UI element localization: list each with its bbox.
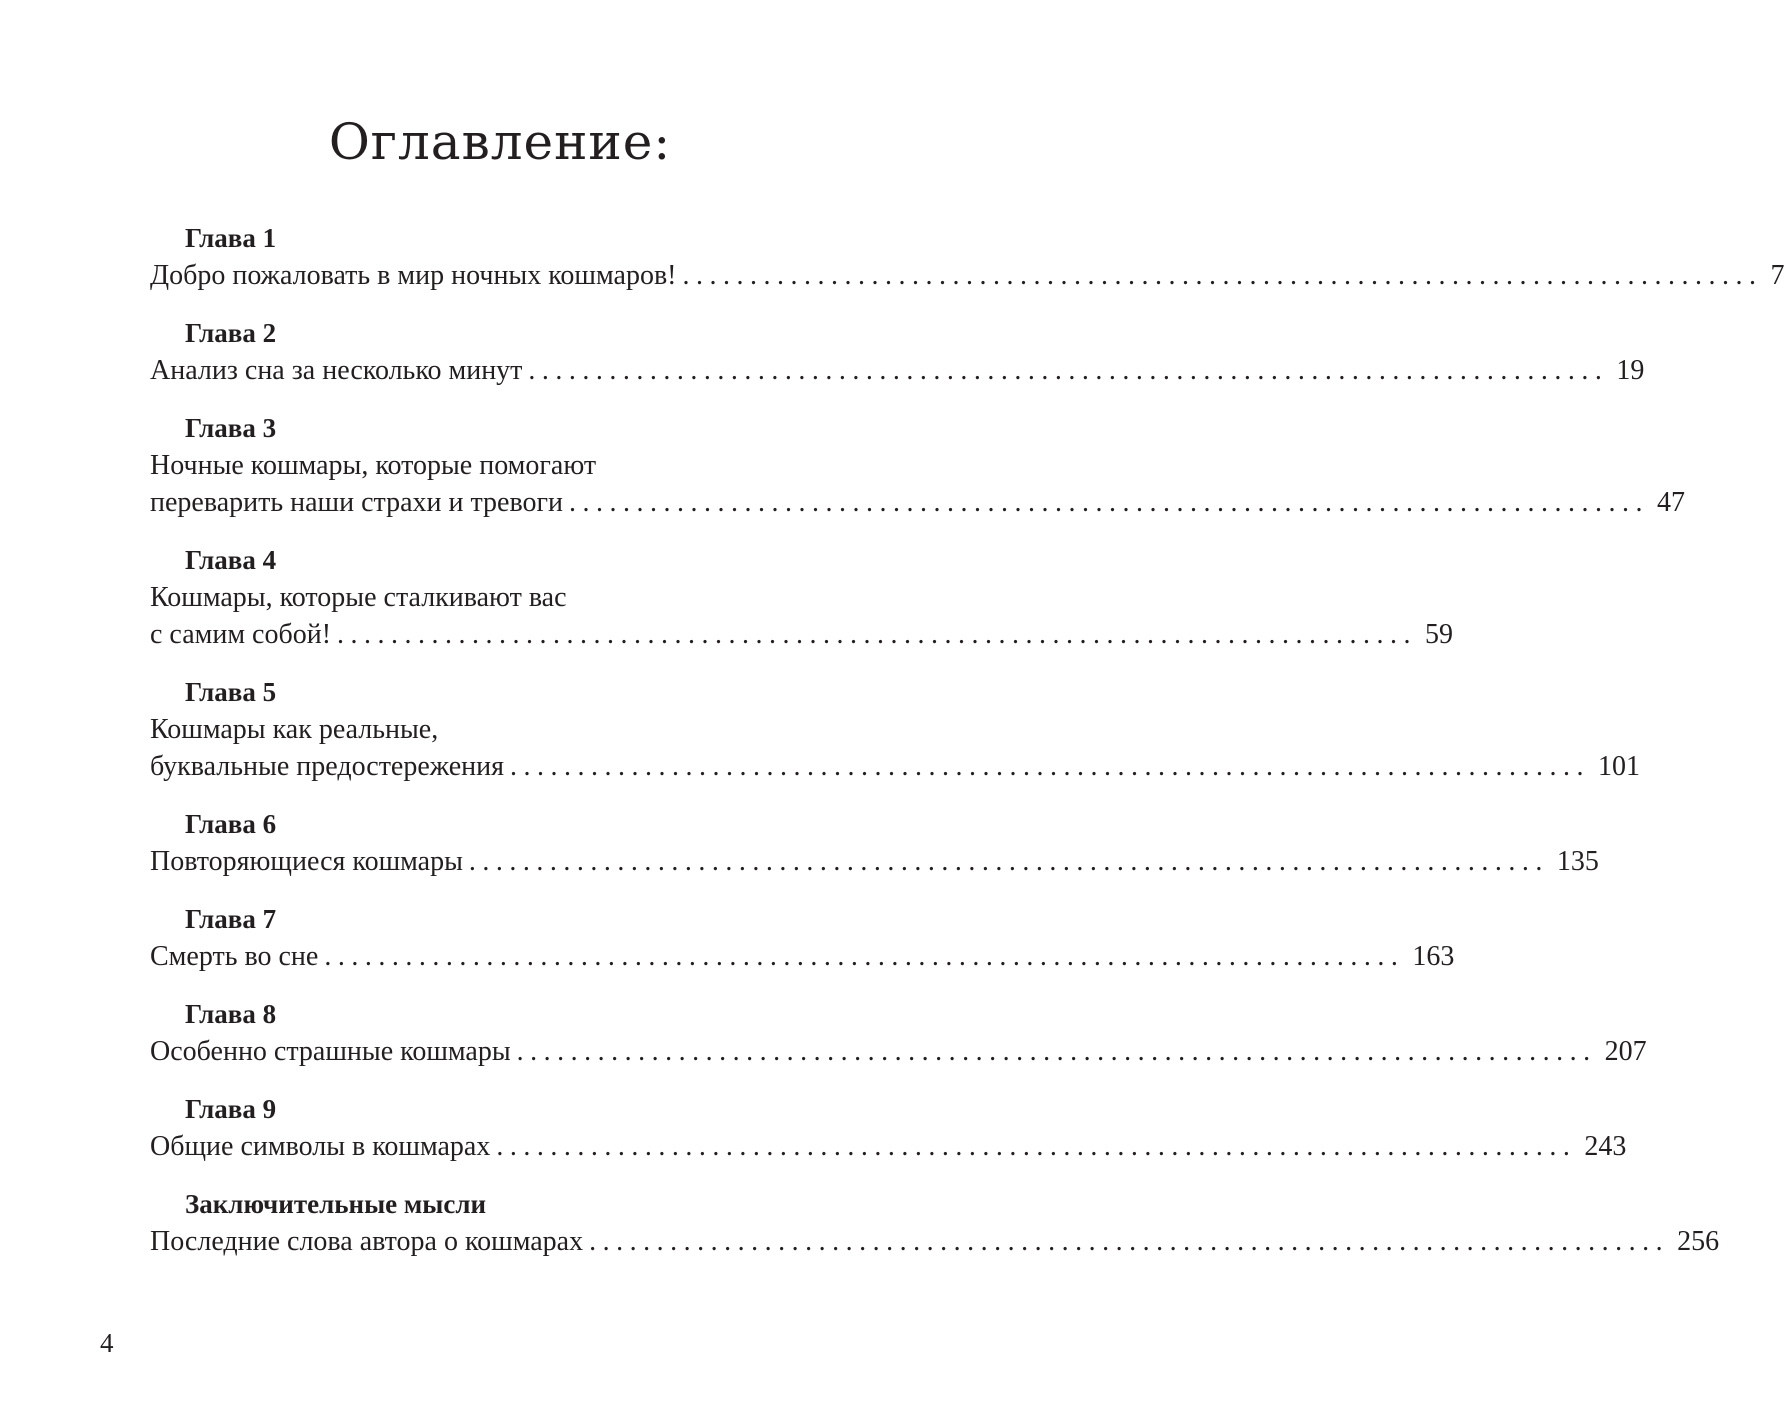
page-title: Оглавление: bbox=[328, 113, 672, 171]
chapter-heading: Глава 8 bbox=[185, 999, 277, 1029]
chapter-title-line: Общие символы в кошмарах bbox=[150, 1131, 491, 1162]
chapter-title-line: Кошмары, которые сталкивают вас bbox=[150, 582, 567, 613]
chapter-heading: Глава 5 bbox=[185, 677, 277, 707]
dot-leader: ................................................................................ bbox=[682, 260, 1763, 291]
toc-page-number: 135 bbox=[1556, 846, 1599, 877]
toc-entry bbox=[150, 315, 1645, 389]
toc-page-number: 163 bbox=[1412, 941, 1455, 972]
toc-entry bbox=[150, 674, 1641, 785]
toc-page-number: 47 bbox=[1656, 487, 1685, 518]
toc-line bbox=[150, 484, 1685, 521]
dot-leader: ................................................................................ bbox=[516, 1036, 1597, 1067]
chapter-title-line: Особенно страшные кошмары bbox=[150, 1036, 511, 1067]
toc-entry bbox=[150, 901, 1455, 975]
toc-line bbox=[150, 616, 1454, 653]
chapter-heading: Заключительные мысли bbox=[185, 1189, 487, 1219]
toc-entry bbox=[150, 542, 1454, 653]
chapter-title-line: Последние слова автора о кошмарах bbox=[150, 1226, 584, 1257]
dot-leader: ................................................................................ bbox=[468, 846, 1549, 877]
toc-page-number: 207 bbox=[1604, 1036, 1647, 1067]
chapter-title-line: Ночные кошмары, которые помогают bbox=[150, 450, 597, 481]
chapter-title-line: Добро пожаловать в мир ночных кошмаров! bbox=[150, 260, 677, 291]
toc-page-number: 243 bbox=[1584, 1131, 1627, 1162]
toc-page-number: 59 bbox=[1425, 619, 1454, 650]
chapter-title-line: буквальные предостережения bbox=[150, 751, 505, 782]
toc-line bbox=[150, 1033, 1647, 1070]
toc-page-number: 7 bbox=[1770, 260, 1785, 291]
toc-page-number: 256 bbox=[1677, 1226, 1720, 1257]
dot-leader: ................................................................................ bbox=[510, 751, 1591, 782]
toc-entry bbox=[150, 996, 1647, 1070]
chapter-heading: Глава 6 bbox=[185, 809, 277, 839]
chapter-heading: Глава 4 bbox=[185, 545, 277, 575]
dot-leader: ................................................................................ bbox=[528, 355, 1609, 386]
page-number: 4 bbox=[100, 1328, 114, 1358]
toc-line bbox=[150, 257, 1785, 294]
chapter-title-line: Смерть во сне bbox=[150, 941, 319, 972]
toc-line bbox=[150, 1223, 1720, 1260]
dot-leader: ................................................................................ bbox=[496, 1131, 1577, 1162]
chapter-heading: Глава 7 bbox=[185, 904, 277, 934]
dot-leader: ................................................................................ bbox=[324, 941, 1405, 972]
dot-leader: ................................................................................ bbox=[568, 487, 1649, 518]
dot-leader: ................................................................................ bbox=[337, 619, 1418, 650]
chapter-title-line: переварить наши страхи и тревоги bbox=[150, 487, 563, 518]
toc-entry bbox=[150, 410, 1685, 521]
table-of-contents bbox=[150, 220, 1785, 1281]
dot-leader: ................................................................................ bbox=[589, 1226, 1670, 1257]
chapter-heading: Глава 9 bbox=[185, 1094, 277, 1124]
chapter-title-line: Кошмары как реальные, bbox=[150, 714, 439, 745]
toc-entry bbox=[150, 806, 1599, 880]
toc-line bbox=[150, 352, 1645, 389]
chapter-title-line: Повторяющиеся кошмары bbox=[150, 846, 463, 877]
toc-entry bbox=[150, 1091, 1627, 1165]
toc-page-number: 19 bbox=[1616, 355, 1645, 386]
toc-line bbox=[150, 748, 1641, 785]
chapter-title-line: Анализ сна за несколько минут bbox=[150, 355, 523, 386]
toc-line bbox=[150, 1128, 1627, 1165]
chapter-heading: Глава 2 bbox=[185, 318, 277, 348]
chapter-title-line: с самим собой! bbox=[150, 619, 332, 650]
toc-entry bbox=[150, 1186, 1720, 1260]
toc-line bbox=[150, 843, 1599, 880]
chapter-heading: Глава 1 bbox=[185, 223, 277, 253]
chapter-heading: Глава 3 bbox=[185, 413, 277, 443]
toc-line bbox=[150, 938, 1455, 975]
toc-page-number: 101 bbox=[1598, 751, 1641, 782]
toc-entry bbox=[150, 220, 1785, 294]
